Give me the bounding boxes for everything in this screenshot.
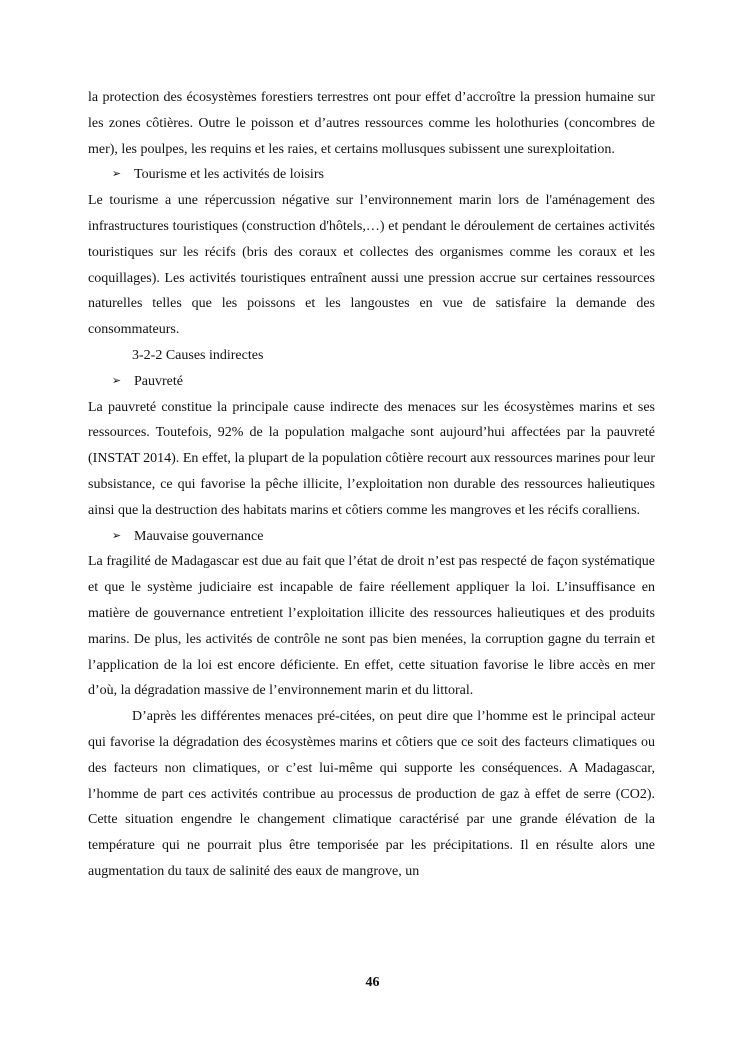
- arrow-bullet-icon: ➢: [111, 374, 122, 387]
- paragraph-poverty: La pauvreté constitue la principale cause indirecte des menaces sur les écosystèmes marins et ses ressources. Toutefois, 92% de la population malgache sont aujourd’hui affectées par la pauvreté (INSTAT 2014). En effet, la plupart de la population côtière recourt aux ressources marines pour leur subsistance, ce qui favorise la pêche illicite, l’exploitation non durable des ressources halieutiques ainsi que la destruction des habitats marins et côtiers comme les mangroves et les récifs coralliens.: [88, 399, 655, 518]
- paragraph-conclusion: D’après les différentes menaces pré-citées, on peut dire que l’homme est le principal acteur qui favorise la dégradation des écosystèmes marins et côtiers que ce soit des facteurs climatiques ou des facteurs non climatiques, or c’est lui-même qui supporte les conséquences. A Madagascar, l’homme de part ces activités contribue au processus de production de gaz à effet de serre (CO2). Cette situation engendre le changement climatique caractérisé par une grande élévation de la température qui ne pourrait plus être temporisée par les précipitations. Il en résulte alors une augmentation du taux de salinité des eaux de mangrove, un: [88, 709, 655, 879]
- section-heading-indirect-causes: 3-2-2 Causes indirectes: [132, 347, 264, 363]
- bullet-tourism: [88, 162, 655, 188]
- page-number: 46: [365, 975, 380, 990]
- paragraph-tourism: Le tourisme a une répercussion négative sur l’environnement marin lors de l'aménagement des infrastructures touristiques (construction d'hôtels,…) et pendant le déroulement de certaines activités touristiques sur les récifs (bris des coraux et collectes des organismes comme les coraux et les coquillages). Les activités touristiques entraînent aussi une pression accrue sur certaines ressources naturelles telles que les poissons et les langoustes en vue de satisfaire la demande des consommateurs.: [88, 193, 655, 338]
- bullet-poverty-label: Pauvreté: [134, 373, 183, 389]
- paragraph-governance: La fragilité de Madagascar est due au fait que l’état de droit n’est pas respecté de façon systématique et que le système judiciaire est incapable de faire réellement appliquer la loi. L’insuffisance en matière de gouvernance entretient l’exploitation illicite des ressources halieutiques et des produits marins. De plus, les activités de contrôle ne sont pas bien menées, la corruption gagne du terrain et l’application de la loi est encore déficiente. En effet, cette situation favorise le libre accès en mer d’où, la dégradation massive de l’environnement marin et du littoral.: [88, 554, 655, 699]
- page-body: [88, 85, 655, 885]
- bullet-poverty: [88, 369, 655, 395]
- arrow-bullet-icon: ➢: [111, 168, 122, 181]
- bullet-governance: [88, 524, 655, 550]
- bullet-governance-label: Mauvaise gouvernance: [134, 528, 264, 544]
- paragraph-overexploitation: la protection des écosystèmes forestiers terrestres ont pour effet d’accroître la pression humaine sur les zones côtières. Outre le poisson et d’autres ressources comme les holothuries (concombres de mer), les poulpes, les requins et les raies, et certains mollusques subissent une surexploitation.: [88, 90, 655, 157]
- bullet-tourism-label: Tourisme et les activités de loisirs: [134, 167, 324, 183]
- arrow-bullet-icon: ➢: [111, 529, 122, 542]
